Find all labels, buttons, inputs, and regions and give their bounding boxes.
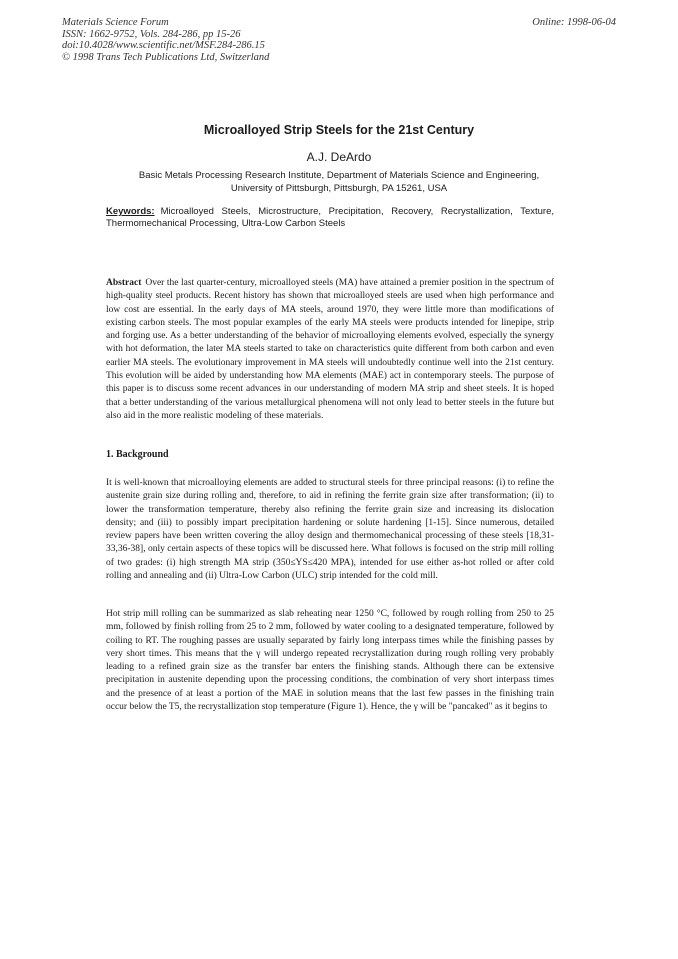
keywords-label: Keywords:	[106, 206, 155, 217]
journal-name: Materials Science Forum	[62, 17, 169, 28]
doi-link[interactable]: doi:10.4028/www.scientific.net/MSF.284-286.15	[62, 40, 265, 51]
abstract	[106, 277, 554, 423]
affiliation	[100, 170, 578, 195]
online-date: Online: 1998-06-04	[532, 17, 616, 28]
section-heading: 1. Background	[106, 449, 169, 460]
journal-meta	[62, 17, 269, 63]
copyright-line: © 1998 Trans Tech Publications Ltd, Switzerland	[62, 51, 270, 63]
abstract-label: Abstract	[106, 278, 142, 288]
paper-title: Microalloyed Strip Steels for the 21st Century	[203, 123, 475, 137]
keywords-text: Microalloyed Steels, Microstructure, Precipitation, Recovery, Recrystallization, Texture, Thermomechanical Processing, Ultra-Low Carbon Steels	[106, 206, 554, 229]
affiliation-line: University of Pittsburgh, Pittsburgh, PA 15261, USA	[230, 182, 448, 194]
keywords	[106, 206, 554, 230]
body-paragraph: Hot strip mill rolling can be summarized as slab reheating near 1250 °C, followed by rough rolling from 250 to 25 mm, followed by finish rolling from 25 to 2 mm, followed by water cooling to a designated temperature, followed by coiling to RT. The roughing passes are usually separated by fairly long interpass times while the finishing passes by very short times. This means that the γ will undergo repeated recrystallization during rough rolling very probably leading to a refined grain size as the transfer bar enters the finishing stands. Although there can be extensive precipitation in austenite depending upon the processing conditions, the combination of very short interpass times and the presence of at least a portion of the MAE in solution means that the last few passes in the finishing train occur below the T5, the recrystallization stop temperature (Figure 1). Hence, the γ will be "pancaked" as it begins to	[106, 609, 554, 713]
issn-line: ISSN: 1662-9752, Vols. 284-286, pp 15-26	[62, 28, 241, 40]
abstract-text: Over the last quarter-century, microalloyed steels (MA) have attained a premier position in the spectrum of high-quality steel products. Recent history has shown that microalloyed steels are used when high performance and low cost are essential. In the early days of MA steels, around 1970, they were little more than modifications of existing carbon steels. The most popular examples of the early MA steels were products intended for linepipe, strip and forging use. As a better understanding of the behavior of microalloying elements evolved, especially the synergy with hot deformation, the later MA steels started to take on characteristics quite different from both carbon and even earlier MA steels. The evolutionary improvement in MA steels will undoubtedly continue well into the 21st century. This evolution will be aided by understanding how MA elements (MAE) act in contemporary steels. The purpose of this paper is to discuss some recent advances in our understanding of modern MA strip and sheet steels. It is hoped that a better understanding of the various metallurgical phenomena will not only lead to better steels in the future but also aid in the more realistic modeling of these materials.	[106, 278, 554, 421]
affiliation-line: Basic Metals Processing Research Institute, Department of Materials Science and Engineering,	[138, 170, 540, 181]
paper-author: A.J. DeArdo	[306, 150, 372, 164]
body-paragraph: It is well-known that microalloying elements are added to structural steels for three principal reasons: (i) to refine the austenite grain size during rolling and, therefore, to aid in refining the ferrite grain size after transformation; (ii) to lower the transformation temperature, thereby also refining the ferrite grain size and increasing its dislocation density; and (iii) to possibly impart precipitation hardening or solute hardening [1-15]. Since numerous, detailed review papers have been written covering the alloy design and thermomechanical processing of these steels [18,31-33,36-38], only certain aspects of these topics will be discussed here. What follows is focused on the strip mill rolling of two grades: (i) high strength MA strip (350≤YS≤420 MPA), intended for use either as-hot rolled or after cold rolling and annealing and (ii) Ultra-Low Carbon (ULC) strip intended for the cold mill.	[106, 478, 554, 582]
